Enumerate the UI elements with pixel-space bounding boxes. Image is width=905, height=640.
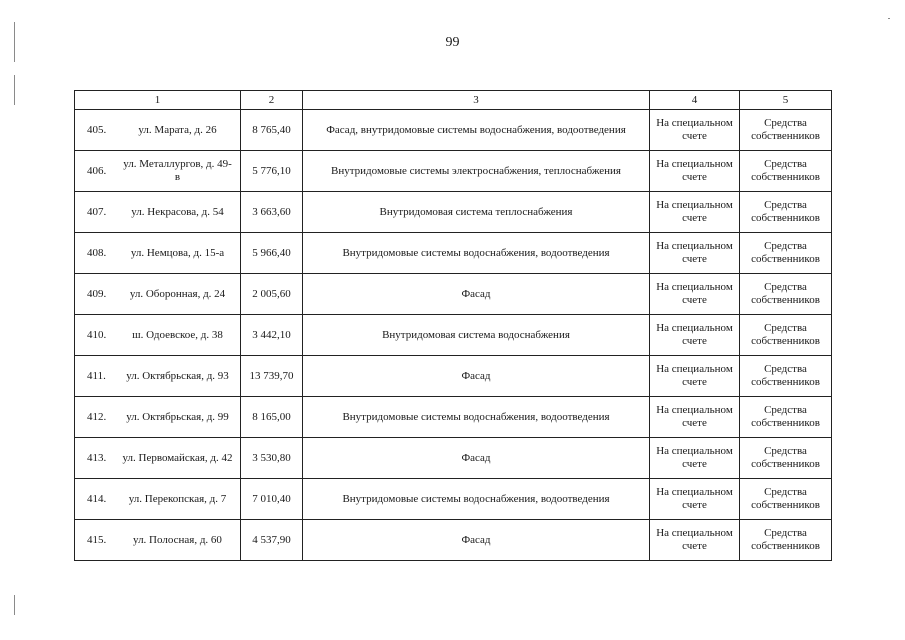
works-cell: Внутридомовые системы водоснабжения, водоотведения bbox=[303, 479, 650, 520]
address-cell bbox=[75, 356, 241, 397]
address-cell bbox=[75, 397, 241, 438]
table-row bbox=[75, 520, 832, 561]
address-cell bbox=[75, 274, 241, 315]
source-cell: Средства собственников bbox=[740, 356, 832, 397]
account-cell: На специальном счете bbox=[650, 520, 740, 561]
header-cell: 2 bbox=[241, 91, 303, 110]
cost-cell: 13 739,70 bbox=[241, 356, 303, 397]
source-cell: Средства собственников bbox=[740, 315, 832, 356]
header-cell: 1 bbox=[75, 91, 241, 110]
row-number: 405. bbox=[87, 123, 107, 136]
row-number: 409. bbox=[87, 287, 107, 300]
table-row bbox=[75, 233, 832, 274]
address: ул. Перекопская, д. 7 bbox=[128, 492, 227, 505]
scan-artifact bbox=[14, 22, 15, 62]
row-number: 411. bbox=[87, 369, 106, 382]
register-table bbox=[74, 90, 832, 561]
account-cell: На специальном счете bbox=[650, 192, 740, 233]
address-cell bbox=[75, 233, 241, 274]
table-row bbox=[75, 356, 832, 397]
row-number: 407. bbox=[87, 205, 107, 218]
works-cell: Внутридомовая система теплоснабжения bbox=[303, 192, 650, 233]
row-number: 410. bbox=[87, 328, 107, 341]
address: ул. Немцова, д. 15-а bbox=[130, 246, 225, 259]
works-cell: Фасад bbox=[303, 520, 650, 561]
table-header-row bbox=[75, 91, 832, 110]
table-row bbox=[75, 151, 832, 192]
source-cell: Средства собственников bbox=[740, 479, 832, 520]
row-number: 406. bbox=[87, 164, 107, 177]
table-row bbox=[75, 274, 832, 315]
source-cell: Средства собственников bbox=[740, 192, 832, 233]
account-cell: На специальном счете bbox=[650, 151, 740, 192]
page-number: 99 bbox=[445, 35, 460, 50]
address: ул. Полосная, д. 60 bbox=[133, 533, 222, 546]
address-cell bbox=[75, 315, 241, 356]
table-row bbox=[75, 397, 832, 438]
row-number: 414. bbox=[87, 492, 107, 505]
source-cell: Средства собственников bbox=[740, 274, 832, 315]
row-number: 412. bbox=[87, 410, 107, 423]
source-cell: Средства собственников bbox=[740, 520, 832, 561]
cost-cell: 8 765,40 bbox=[241, 110, 303, 151]
account-cell: На специальном счете bbox=[650, 274, 740, 315]
address-cell bbox=[75, 438, 241, 479]
cost-cell: 3 442,10 bbox=[241, 315, 303, 356]
address: ш. Одоевское, д. 38 bbox=[132, 328, 223, 341]
source-cell: Средства собственников bbox=[740, 151, 832, 192]
cost-cell: 3 530,80 bbox=[241, 438, 303, 479]
table-row bbox=[75, 438, 832, 479]
works-cell: Внутридомовая система водоснабжения bbox=[303, 315, 650, 356]
address: ул. Октябрьская, д. 93 bbox=[126, 369, 229, 382]
scan-artifact bbox=[14, 75, 15, 105]
header-cell: 4 bbox=[650, 91, 740, 110]
works-cell: Фасад bbox=[303, 356, 650, 397]
account-cell: На специальном счете bbox=[650, 397, 740, 438]
row-number: 415. bbox=[87, 533, 107, 546]
cost-cell: 2 005,60 bbox=[241, 274, 303, 315]
cost-cell: 8 165,00 bbox=[241, 397, 303, 438]
account-cell: На специальном счете bbox=[650, 438, 740, 479]
row-number: 408. bbox=[87, 246, 107, 259]
row-number: 413. bbox=[87, 451, 107, 464]
works-cell: Внутридомовые системы водоснабжения, водоотведения bbox=[303, 397, 650, 438]
scan-artifact bbox=[14, 595, 15, 615]
table-row bbox=[75, 110, 832, 151]
account-cell: На специальном счете bbox=[650, 356, 740, 397]
works-cell: Фасад bbox=[303, 438, 650, 479]
table-row bbox=[75, 479, 832, 520]
address: ул. Некрасова, д. 54 bbox=[131, 205, 224, 218]
address-cell bbox=[75, 151, 241, 192]
table-row bbox=[75, 315, 832, 356]
cost-cell: 4 537,90 bbox=[241, 520, 303, 561]
address: ул. Марата, д. 26 bbox=[138, 123, 217, 136]
account-cell: На специальном счете bbox=[650, 479, 740, 520]
address-cell bbox=[75, 110, 241, 151]
header-cell: 3 bbox=[303, 91, 650, 110]
cost-cell: 5 966,40 bbox=[241, 233, 303, 274]
scan-artifact bbox=[888, 18, 890, 19]
account-cell: На специальном счете bbox=[650, 233, 740, 274]
source-cell: Средства собственников bbox=[740, 397, 832, 438]
address-cell bbox=[75, 192, 241, 233]
address: ул. Металлургов, д. 49-в bbox=[123, 158, 232, 183]
works-cell: Фасад, внутридомовые системы водоснабжения, водоотведения bbox=[303, 110, 650, 151]
cost-cell: 7 010,40 bbox=[241, 479, 303, 520]
address-cell bbox=[75, 520, 241, 561]
address-cell bbox=[75, 479, 241, 520]
cost-cell: 5 776,10 bbox=[241, 151, 303, 192]
address: ул. Октябрьская, д. 99 bbox=[126, 410, 229, 423]
address: ул. Оборонная, д. 24 bbox=[129, 287, 226, 300]
source-cell: Средства собственников bbox=[740, 233, 832, 274]
source-cell: Средства собственников bbox=[740, 110, 832, 151]
account-cell: На специальном счете bbox=[650, 110, 740, 151]
account-cell: На специальном счете bbox=[650, 315, 740, 356]
source-cell: Средства собственников bbox=[740, 438, 832, 479]
table-row bbox=[75, 192, 832, 233]
works-cell: Внутридомовые системы электроснабжения, теплоснабжения bbox=[303, 151, 650, 192]
works-cell: Фасад bbox=[303, 274, 650, 315]
works-cell: Внутридомовые системы водоснабжения, водоотведения bbox=[303, 233, 650, 274]
address: ул. Первомайская, д. 42 bbox=[122, 451, 233, 464]
header-cell: 5 bbox=[740, 91, 832, 110]
cost-cell: 3 663,60 bbox=[241, 192, 303, 233]
